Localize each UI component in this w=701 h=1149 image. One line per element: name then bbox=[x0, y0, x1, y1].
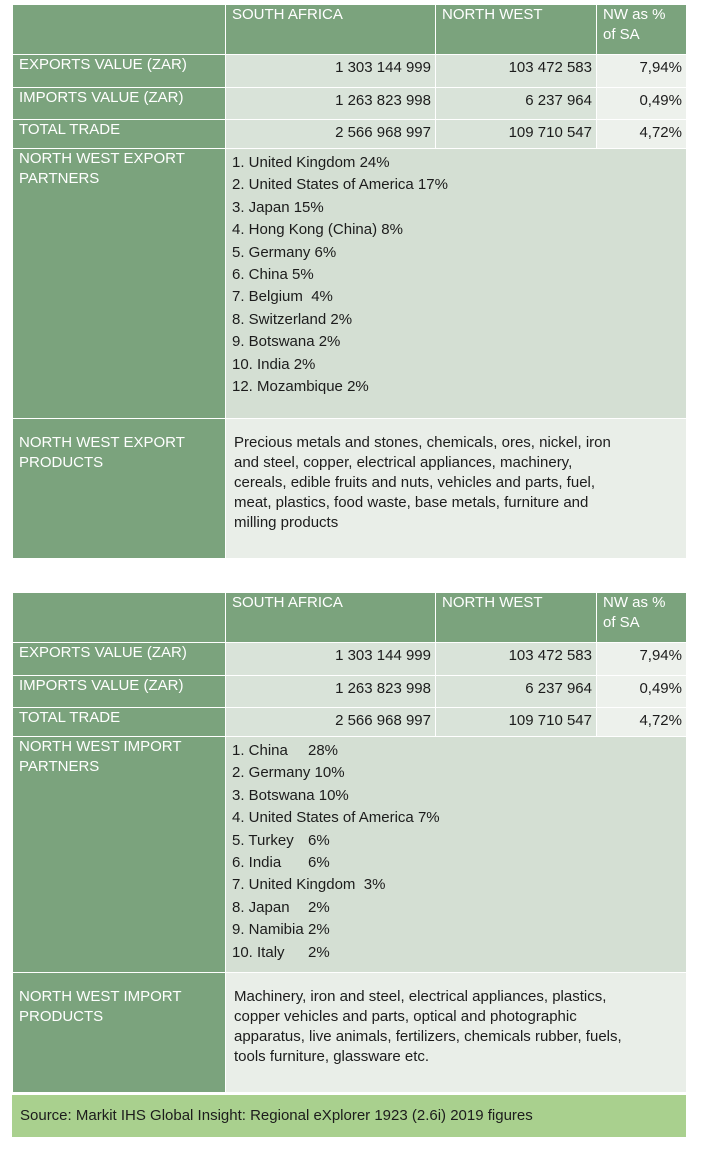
list-item bbox=[232, 942, 686, 964]
partner-share: 10% bbox=[318, 786, 349, 804]
partner-name: 7. United Kingdom bbox=[232, 876, 356, 894]
table-row bbox=[13, 88, 687, 120]
export-partners-list bbox=[232, 152, 686, 398]
list-item: 10. India 2% bbox=[232, 355, 316, 373]
cell-share-imports: 0,49% bbox=[597, 676, 687, 708]
cell-share-total: 4,72% bbox=[597, 708, 687, 737]
row-label-exports-value: EXPORTS VALUE (ZAR) bbox=[13, 643, 226, 676]
list-item: 4. Hong Kong (China) 8% bbox=[232, 221, 403, 239]
export-products-line: cereals, edible fruits and nuts, vehicles and parts, fuel, bbox=[234, 474, 596, 491]
import-partners-cell bbox=[226, 737, 687, 973]
list-item: 6. China 5% bbox=[232, 265, 314, 283]
row-label-export-products bbox=[13, 419, 226, 559]
import-products-line: apparatus, live animals, fertilizers, chemicals rubber, fuels, bbox=[234, 1028, 622, 1045]
col-header-south-africa: SOUTH AFRICA bbox=[226, 5, 436, 55]
cell-nw-imports: 6 237 964 bbox=[436, 88, 597, 120]
col-header-south-africa: SOUTH AFRICA bbox=[226, 593, 436, 643]
row-label-total-trade: TOTAL TRADE bbox=[13, 708, 226, 737]
cell-share-imports: 0,49% bbox=[597, 88, 687, 120]
cell-share-exports: 7,94% bbox=[597, 643, 687, 676]
list-item bbox=[232, 919, 686, 941]
col-header-nw-share bbox=[597, 5, 687, 55]
partner-share: 3% bbox=[363, 876, 386, 894]
export-products-line: milling products bbox=[234, 514, 339, 531]
table-row bbox=[13, 149, 687, 419]
list-item bbox=[232, 874, 686, 896]
import-partners-label-line1: NORTH WEST IMPORT bbox=[19, 738, 182, 755]
row-label-import-partners bbox=[13, 737, 226, 973]
partner-share: 7% bbox=[417, 809, 440, 827]
col-header-nw-share-line1: NW as % bbox=[603, 594, 666, 611]
row-label-export-partners bbox=[13, 149, 226, 419]
import-partners-label-line2: PARTNERS bbox=[19, 758, 100, 775]
partner-share: 6% bbox=[308, 831, 330, 849]
list-item bbox=[232, 762, 686, 784]
export-partners-label-line1: NORTH WEST EXPORT bbox=[19, 150, 185, 167]
import-products-line: Machinery, iron and steel, electrical appliances, plastics, bbox=[234, 988, 607, 1005]
partner-name: 10. Italy bbox=[232, 943, 285, 961]
export-products-line: meat, plastics, food waste, base metals, furniture and bbox=[234, 494, 589, 511]
import-partners-list bbox=[232, 740, 686, 964]
row-label-imports-value: IMPORTS VALUE (ZAR) bbox=[13, 676, 226, 708]
list-item: 9. Botswana 2% bbox=[232, 333, 341, 351]
table-row bbox=[13, 973, 687, 1093]
list-item bbox=[232, 830, 686, 852]
col-header-nw-share bbox=[597, 593, 687, 643]
cell-nw-exports: 103 472 583 bbox=[436, 55, 597, 88]
cell-share-total: 4,72% bbox=[597, 120, 687, 149]
table-row bbox=[13, 419, 687, 559]
export-partners-label-line2: PARTNERS bbox=[19, 170, 100, 187]
list-item: 7. Belgium 4% bbox=[232, 288, 333, 306]
corner-cell bbox=[13, 593, 226, 643]
export-products-line: Precious metals and stones, chemicals, ores, nickel, iron bbox=[234, 434, 611, 451]
list-item: 2. United States of America 17% bbox=[232, 176, 448, 194]
col-header-nw-share-line2: of SA bbox=[603, 614, 640, 631]
cell-sa-total: 2 566 968 997 bbox=[226, 120, 436, 149]
list-item bbox=[232, 852, 686, 874]
table-row bbox=[13, 708, 687, 737]
table-row bbox=[13, 676, 687, 708]
list-item bbox=[232, 807, 686, 829]
partner-share: 2% bbox=[308, 898, 330, 916]
partner-name: 3. Botswana bbox=[232, 786, 315, 804]
import-products-line: copper vehicles and parts, optical and photographic bbox=[234, 1008, 577, 1025]
partner-name: 9. Namibia bbox=[232, 921, 304, 939]
cell-sa-exports: 1 303 144 999 bbox=[226, 55, 436, 88]
table-row bbox=[13, 55, 687, 88]
row-label-total-trade: TOTAL TRADE bbox=[13, 120, 226, 149]
partner-share: 28% bbox=[308, 742, 339, 759]
list-item: 3. Japan 15% bbox=[232, 198, 324, 216]
partner-name: 5. Turkey bbox=[232, 831, 294, 849]
cell-share-exports: 7,94% bbox=[597, 55, 687, 88]
import-trade-table bbox=[12, 592, 687, 1093]
cell-nw-imports: 6 237 964 bbox=[436, 676, 597, 708]
export-products-label-line1: NORTH WEST EXPORT bbox=[19, 434, 185, 451]
row-label-exports-value: EXPORTS VALUE (ZAR) bbox=[13, 55, 226, 88]
cell-sa-exports: 1 303 144 999 bbox=[226, 643, 436, 676]
row-label-imports-value: IMPORTS VALUE (ZAR) bbox=[13, 88, 226, 120]
partner-share: 10% bbox=[314, 764, 345, 782]
partner-share: 2% bbox=[308, 943, 330, 961]
export-products-line: and steel, copper, electrical appliances, machinery, bbox=[234, 454, 573, 471]
col-header-nw-share-line1: NW as % bbox=[603, 6, 666, 23]
list-item: 12. Mozambique 2% bbox=[232, 377, 369, 395]
partner-name: 6. India bbox=[232, 853, 282, 871]
list-item: 5. Germany 6% bbox=[232, 243, 337, 261]
partner-name: 1. China bbox=[232, 742, 288, 759]
list-item bbox=[232, 897, 686, 919]
list-item bbox=[232, 785, 686, 807]
list-item: 8. Switzerland 2% bbox=[232, 310, 353, 328]
import-products-line: tools furniture, glassware etc. bbox=[234, 1048, 430, 1065]
import-products-label-line1: NORTH WEST IMPORT bbox=[19, 988, 182, 1005]
cell-nw-total: 109 710 547 bbox=[436, 120, 597, 149]
row-label-import-products bbox=[13, 973, 226, 1093]
export-products-label-line2: PRODUCTS bbox=[19, 454, 104, 471]
cell-nw-exports: 103 472 583 bbox=[436, 643, 597, 676]
col-header-north-west: NORTH WEST bbox=[436, 5, 597, 55]
export-trade-table bbox=[12, 4, 687, 559]
partner-share: 2% bbox=[308, 921, 330, 939]
list-item bbox=[232, 740, 686, 762]
import-products-cell bbox=[226, 973, 687, 1093]
corner-cell bbox=[13, 5, 226, 55]
export-partners-cell bbox=[226, 149, 687, 419]
import-products-label-line2: PRODUCTS bbox=[19, 1008, 104, 1025]
table-row bbox=[13, 643, 687, 676]
partner-name: 8. Japan bbox=[232, 898, 290, 916]
cell-sa-imports: 1 263 823 998 bbox=[226, 676, 436, 708]
export-products-cell bbox=[226, 419, 687, 559]
partner-name: 2. Germany bbox=[232, 764, 311, 782]
source-note: Source: Markit IHS Global Insight: Regional eXplorer 1923 (2.6i) 2019 figures bbox=[12, 1095, 686, 1137]
col-header-nw-share-line2: of SA bbox=[603, 26, 640, 43]
cell-nw-total: 109 710 547 bbox=[436, 708, 597, 737]
cell-sa-total: 2 566 968 997 bbox=[226, 708, 436, 737]
table-row bbox=[13, 120, 687, 149]
list-item: 1. United Kingdom 24% bbox=[232, 154, 390, 171]
table-row bbox=[13, 737, 687, 973]
col-header-north-west: NORTH WEST bbox=[436, 593, 597, 643]
partner-share: 6% bbox=[308, 853, 330, 871]
cell-sa-imports: 1 263 823 998 bbox=[226, 88, 436, 120]
partner-name: 4. United States of America bbox=[232, 809, 414, 827]
